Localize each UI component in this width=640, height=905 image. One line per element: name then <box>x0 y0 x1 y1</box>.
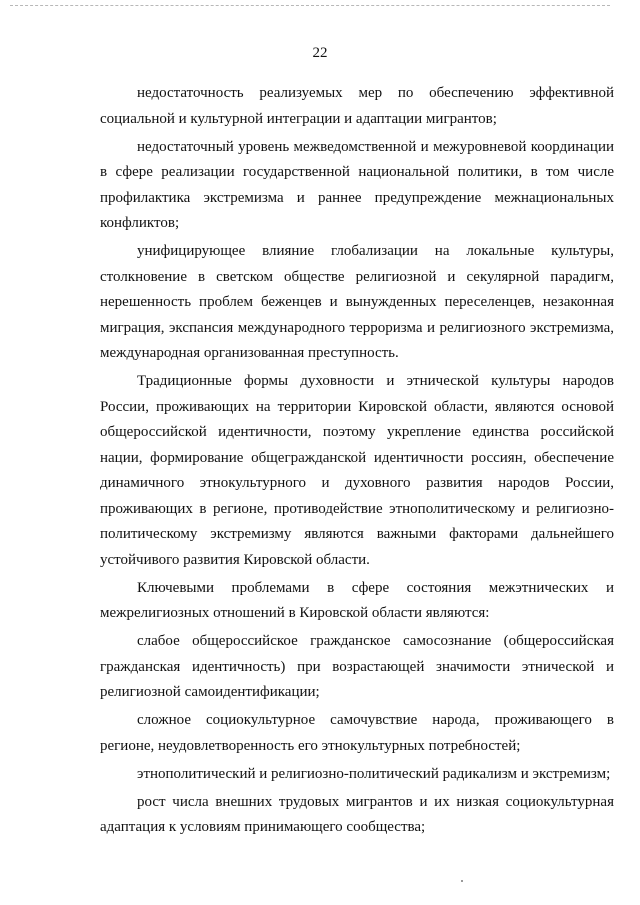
paragraph-3: унифицирующее влияние глобализации на локальные культуры, столкновение в светском обществе религиозной и секулярной парадигм, нерешенность проблем беженцев и вынужденных переселенцев, незаконная миграция, экспансия международного терроризма и религиозного экстремизма, международная организованная преступность. <box>100 243 614 361</box>
paragraph-7: сложное социокультурное самочувствие народа, проживающего в регионе, неудовлетворенность его этнокультурных потребностей; <box>100 712 614 754</box>
body-text <box>100 81 614 843</box>
paragraph-6: слабое общероссийское гражданское самосознание (общероссийская гражданская идентичность) при возрастающей значимости этнической и религиозной самоидентификации; <box>100 633 614 700</box>
paragraph-8: этнополитический и религиозно-политический радикализм и экстремизм; <box>137 765 611 782</box>
page-number: 22 <box>312 45 328 61</box>
paragraph-4: Традиционные формы духовности и этнической культуры народов России, проживающих на территории Кировской области, являются основой общероссийской идентичности, поэтому укрепление единства российской нации, формирование общегражданской идентичности россиян, обеспечение динамичного этнокультурного и духовного развития народов России, проживающих в регионе, противодействие этнополитическому и религиозно-политическому экстремизму являются важными факторами дальнейшего устойчивого развития Кировской области. <box>100 373 614 568</box>
paragraph-9: рост числа внешних трудовых мигрантов и их низкая социокультурная адаптация к условиям принимающего сообщества; <box>100 793 614 835</box>
paragraph-2: недостаточный уровень межведомственной и межуровневой координации в сфере реализации государственной национальной политики, в том числе профилактика экстремизма и раннее предупреждение межнациональных конфликтов; <box>100 138 614 231</box>
scan-edge-line <box>10 5 610 6</box>
paragraph-1: недостаточность реализуемых мер по обеспечению эффективной социальной и культурной интеграции и адаптации мигрантов; <box>100 85 614 127</box>
paragraph-5: Ключевыми проблемами в сфере состояния межэтнических и межрелигиозных отношений в Кировской области являются: <box>100 579 614 621</box>
scan-speck <box>461 880 463 882</box>
